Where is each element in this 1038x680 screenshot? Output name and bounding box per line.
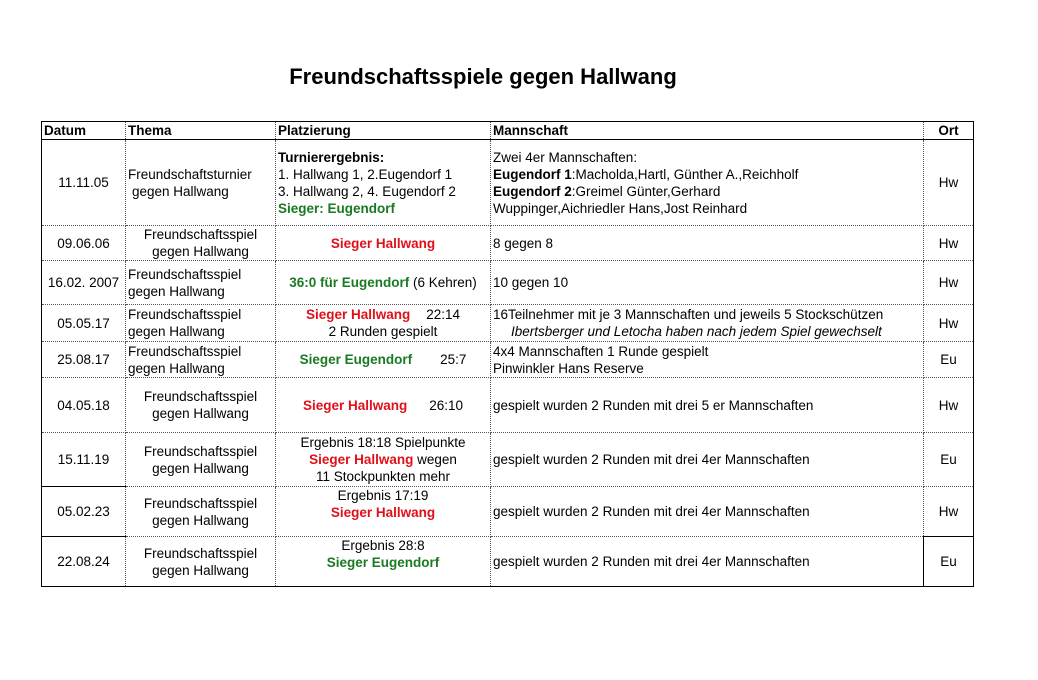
- thema-line: gegen Hallwang: [152, 406, 249, 421]
- thema-line: Freundschaftsspiel: [128, 307, 242, 322]
- team-name: Eugendorf 1: [493, 166, 572, 182]
- cell-thema: [126, 378, 276, 433]
- cell-mannschaft: [491, 342, 924, 378]
- cell-datum: 22.08.24: [42, 537, 126, 587]
- table-row: [42, 487, 974, 537]
- winner-label: Sieger Eugendorf: [299, 352, 413, 367]
- platz-line: [278, 306, 488, 323]
- cell-platzierung: [276, 261, 491, 305]
- thema-line: Freundschaftsturnier: [128, 166, 252, 182]
- cell-datum: 16.02. 2007: [42, 261, 126, 305]
- table-row: [42, 305, 974, 342]
- thema-line: gegen Hallwang: [132, 183, 229, 199]
- cell-datum: 15.11.19: [42, 433, 126, 487]
- mann-line: 16Teilnehmer mit je 3 Mannschaften und jeweils 5 Stockschützen: [493, 307, 884, 322]
- cell-ort: Eu: [924, 342, 974, 378]
- winner-label: Sieger Hallwang: [302, 397, 408, 413]
- platz-extra: wegen: [413, 452, 457, 467]
- table-row: [42, 342, 974, 378]
- table-row: [42, 537, 974, 587]
- cell-mannschaft: gespielt wurden 2 Runden mit drei 4er Mannschaften: [491, 487, 924, 537]
- cell-datum: 05.02.23: [42, 487, 126, 537]
- winner-label: Sieger Hallwang: [330, 505, 436, 520]
- cell-ort: Hw: [924, 305, 974, 342]
- cell-mannschaft: 8 gegen 8: [491, 226, 924, 261]
- header-row: [42, 122, 974, 140]
- thema-line: Freundschaftsspiel: [143, 389, 258, 404]
- mann-line: 4x4 Mannschaften 1 Runde gespielt: [493, 343, 709, 359]
- header-mannschaft: Mannschaft: [491, 122, 924, 140]
- cell-platzierung: [276, 537, 491, 587]
- mann-line: Zwei 4er Mannschaften:: [493, 149, 638, 165]
- thema-line: gegen Hallwang: [152, 512, 249, 528]
- cell-thema: [126, 487, 276, 537]
- thema-line: gegen Hallwang: [128, 360, 225, 376]
- thema-line: Freundschaftsspiel: [143, 545, 258, 561]
- thema-line: gegen Hallwang: [152, 460, 249, 476]
- cell-ort: Hw: [924, 378, 974, 433]
- cell-datum: 25.08.17: [42, 342, 126, 378]
- cell-mannschaft: [491, 305, 924, 342]
- platz-line: Ergebnis 28:8: [341, 538, 425, 553]
- cell-thema: [126, 140, 276, 226]
- header-ort: Ort: [924, 122, 974, 140]
- cell-thema: [126, 261, 276, 305]
- cell-thema: [126, 305, 276, 342]
- cell-platzierung: [276, 487, 491, 537]
- platz-line: Ergebnis 18:18 Spielpunkte: [300, 435, 466, 450]
- results-table: [41, 121, 974, 587]
- cell-ort: Eu: [924, 433, 974, 487]
- header-datum: Datum: [42, 122, 126, 140]
- table-row: [42, 140, 974, 226]
- cell-thema: [126, 226, 276, 261]
- team-name: Eugendorf 2: [493, 183, 572, 199]
- platz-line: 11 Stockpunkten mehr: [315, 469, 451, 484]
- table-row: [42, 226, 974, 261]
- score: 26:10: [429, 397, 464, 413]
- cell-datum: 11.11.05: [42, 140, 126, 226]
- cell-thema: [126, 433, 276, 487]
- header-platzierung: Platzierung: [276, 122, 491, 140]
- winner-label: 36:0 für Eugendorf: [289, 275, 410, 290]
- cell-ort: Eu: [924, 537, 974, 587]
- cell-ort: Hw: [924, 487, 974, 537]
- cell-ort: Hw: [924, 226, 974, 261]
- platz-extra: (6 Kehren): [409, 275, 477, 290]
- platz-line: Ergebnis 17:19: [337, 488, 429, 503]
- cell-mannschaft: gespielt wurden 2 Runden mit drei 4er Mannschaften: [491, 433, 924, 487]
- cell-platzierung: [276, 342, 491, 378]
- cell-platzierung: [276, 378, 491, 433]
- winner-label: Sieger Eugendorf: [326, 555, 440, 570]
- platz-line: 2 Runden gespielt: [328, 324, 438, 339]
- thema-line: gegen Hallwang: [152, 562, 249, 578]
- mann-line: Ibertsberger und Letocha haben nach jedem Spiel gewechselt: [511, 324, 882, 339]
- cell-mannschaft: gespielt wurden 2 Runden mit drei 4er Mannschaften: [491, 537, 924, 587]
- cell-platzierung: [276, 226, 491, 261]
- cell-mannschaft: 10 gegen 10: [491, 261, 924, 305]
- table-row: [42, 378, 974, 433]
- score: 25:7: [440, 352, 467, 367]
- cell-thema: [126, 342, 276, 378]
- thema-line: gegen Hallwang: [152, 244, 249, 259]
- winner-label: Sieger Hallwang: [309, 452, 414, 467]
- cell-mannschaft: [491, 140, 924, 226]
- cell-mannschaft: gespielt wurden 2 Runden mit drei 5 er Mannschaften: [491, 378, 924, 433]
- thema-line: Freundschaftsspiel: [143, 495, 258, 511]
- header-thema: Thema: [126, 122, 276, 140]
- winner-label: Sieger Hallwang: [305, 307, 411, 322]
- platz-line: [278, 451, 488, 468]
- cell-ort: Hw: [924, 261, 974, 305]
- cell-platzierung: [276, 433, 491, 487]
- winner-label: Sieger: Eugendorf: [278, 200, 396, 216]
- team-members: :Macholda,Hartl, Günther A.,Reichholf: [571, 166, 799, 182]
- mann-line: [493, 183, 921, 200]
- cell-datum: 04.05.18: [42, 378, 126, 433]
- thema-line: Freundschaftsspiel: [143, 443, 258, 459]
- table-row: [42, 261, 974, 305]
- thema-line: Freundschaftsspiel: [128, 266, 242, 282]
- page-title: Freundschaftsspiele gegen Hallwang: [289, 64, 677, 89]
- mann-line: Wuppinger,Aichriedler Hans,Jost Reinhard: [493, 200, 748, 216]
- platz-line: 3. Hallwang 2, 4. Eugendorf 2: [278, 183, 456, 199]
- mann-line: [493, 166, 921, 183]
- winner-label: Sieger Hallwang: [330, 235, 436, 251]
- platz-head: Turnierergebnis:: [278, 149, 385, 165]
- cell-platzierung: [276, 305, 491, 342]
- cell-datum: 05.05.17: [42, 305, 126, 342]
- cell-ort: Hw: [924, 140, 974, 226]
- mann-line: Pinwinkler Hans Reserve: [493, 360, 644, 376]
- thema-line: Freundschaftsspiel: [128, 343, 242, 359]
- platz-line: 1. Hallwang 1, 2.Eugendorf 1: [278, 166, 453, 182]
- thema-line: gegen Hallwang: [128, 283, 225, 299]
- cell-platzierung: [276, 140, 491, 226]
- thema-line: Freundschaftsspiel: [143, 227, 258, 242]
- score: 22:14: [426, 307, 461, 322]
- cell-thema: [126, 537, 276, 587]
- cell-datum: 09.06.06: [42, 226, 126, 261]
- table-row: [42, 433, 974, 487]
- thema-line: gegen Hallwang: [128, 324, 225, 339]
- team-members: :Greimel Günter,Gerhard: [571, 183, 721, 199]
